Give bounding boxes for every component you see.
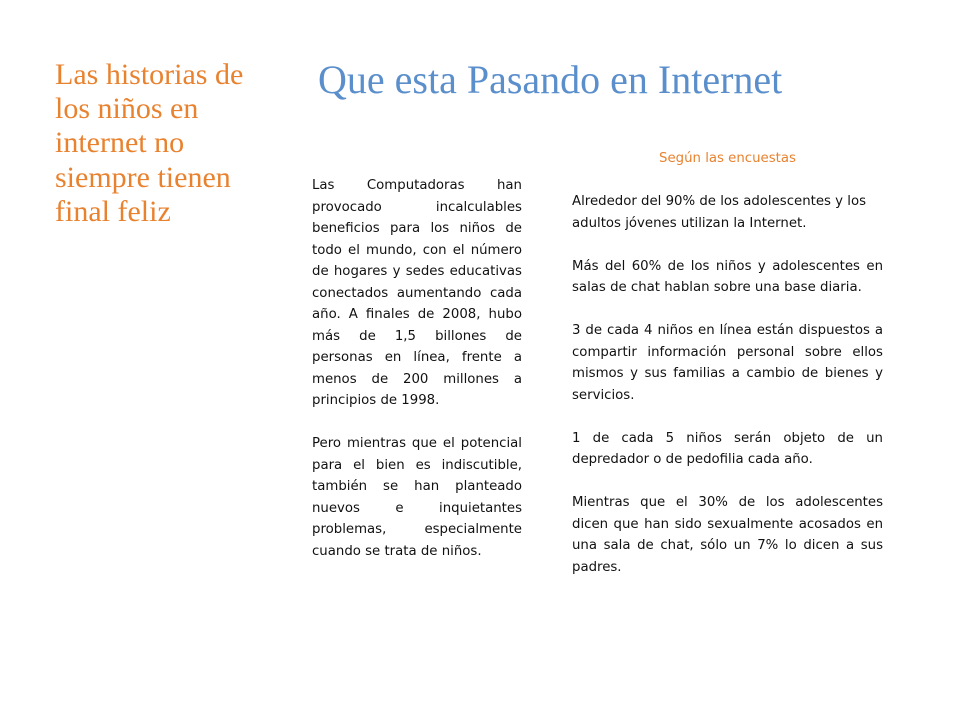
survey-paragraph-1: Alrededor del 90% de los adolescentes y los adultos jóvenes utilizan la Internet. (572, 194, 867, 231)
survey-paragraph-4: 1 de cada 5 niños serán objeto de un depredador o de pedofilia cada año. (572, 430, 883, 467)
survey-column (572, 148, 883, 600)
survey-paragraph-3: 3 de cada 4 niños en línea están dispuestos a compartir información personal sobre ellos mismos y sus familias a cambio de bienes y servicios. (572, 323, 883, 403)
left-paragraph-2: Pero mientras que el potencial para el bien es indiscutible, también se han planteado nuevos e inquietantes problemas, especialmente cuando se trata de niños. (312, 436, 522, 559)
survey-heading: Según las encuestas (659, 151, 796, 166)
side-title: Las historias de los niños en internet no siempre tienen final feliz (55, 58, 244, 228)
left-text-column (312, 175, 522, 584)
survey-paragraph-2: Más del 60% de los niños y adolescentes en salas de chat hablan sobre una base diaria. (572, 258, 883, 295)
survey-paragraph-5: Mientras que el 30% de los adolescentes dicen que han sido sexualmente acosados en una sala de chat, sólo un 7% lo dicen a sus padres. (572, 495, 883, 575)
page-title: Que esta Pasando en Internet (318, 57, 783, 102)
left-paragraph-1: Las Computadoras han provocado incalculables beneficios para los niños de todo el mundo, con el número de hogares y sedes educativas conectados aumentando cada año. A finales de 2008, hubo más de 1,5 billones de personas en línea, frente a menos de 200 millones a principios de 1998. (312, 178, 522, 408)
